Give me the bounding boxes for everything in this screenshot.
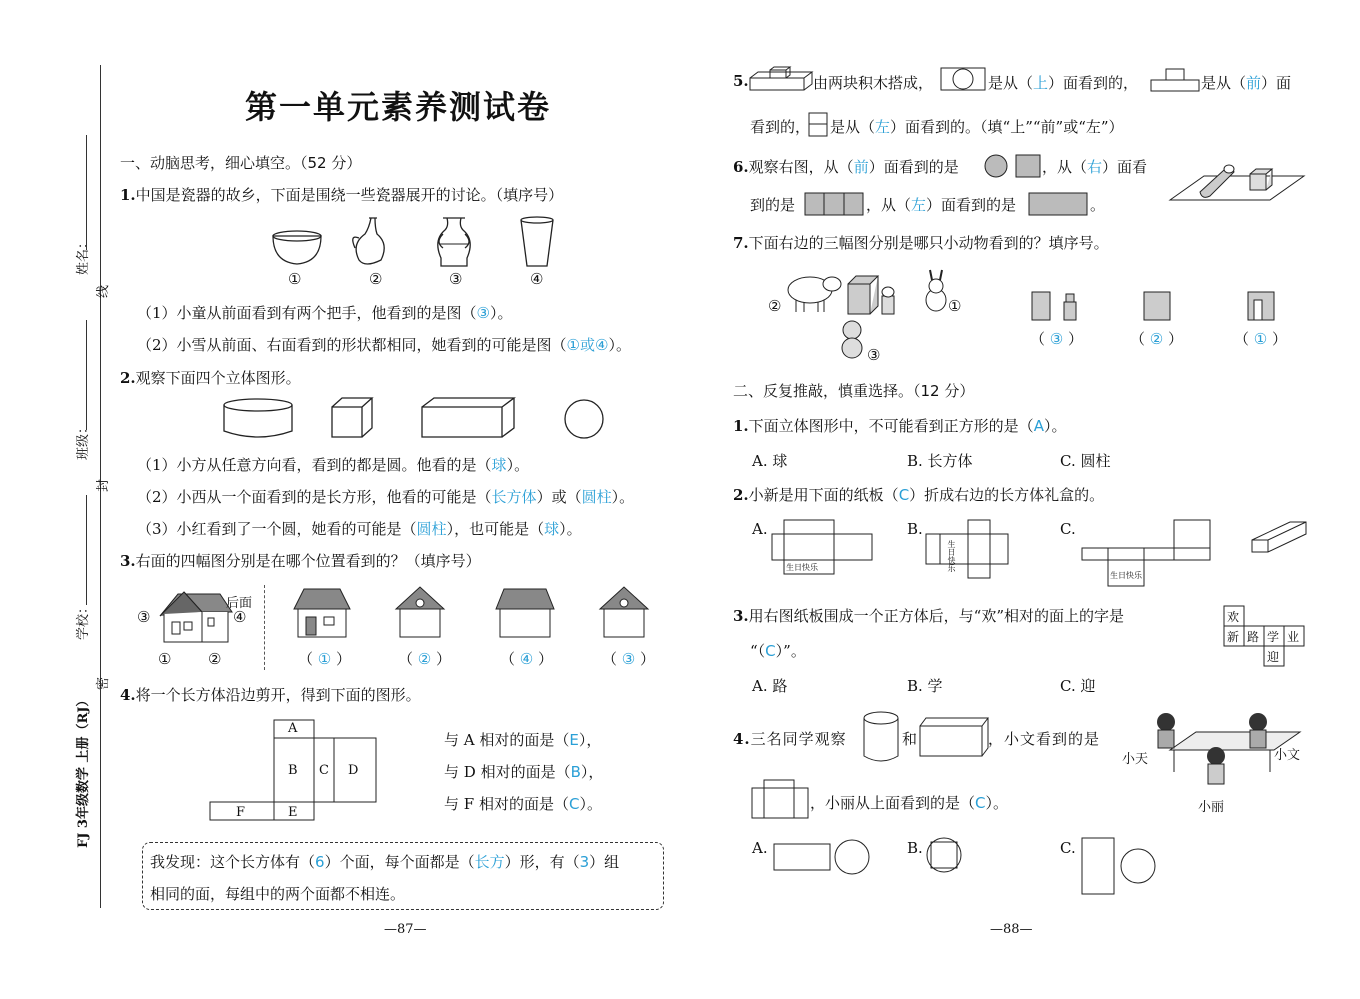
- house-pos-2: ②: [208, 650, 222, 668]
- porcelain-label-4: ④: [530, 270, 544, 288]
- c1-option-a: A. 球: [752, 452, 788, 470]
- net-char-1: 欢: [1227, 610, 1240, 624]
- student-xiaowen: 小文: [1274, 748, 1301, 763]
- q5-text-b: 是从（上）面看到的，: [988, 74, 1139, 92]
- seal-mark: 封: [96, 478, 111, 492]
- c4-option-c-label: C.: [1060, 839, 1076, 857]
- q3-answer-3: （ ④ ）: [500, 650, 554, 668]
- answer-q1-1: ③: [476, 304, 490, 322]
- q6-line1: 6.观察右图，从（前）面看到的是: [733, 158, 959, 176]
- q7-answer-1: （ ③ ）: [1030, 330, 1084, 348]
- page-number-right: —88—: [990, 922, 1033, 937]
- c1-prompt: 1.下面立体图形中，不可能看到正方形的是（A）。: [733, 417, 1067, 435]
- q3-prompt: 3.右面的四幅图分别是在哪个位置看到的？（填序号）: [120, 552, 481, 570]
- class-label: 班级：: [76, 420, 91, 460]
- c4-option-b-label: B.: [907, 839, 923, 857]
- answer-q1-2: ①或④: [566, 336, 609, 354]
- q5-blocks: [748, 66, 814, 94]
- q5-text-d: 是从（前）面: [1201, 74, 1292, 92]
- c2-net-b: [924, 518, 1010, 580]
- student-xiaotian: 小天: [1122, 752, 1149, 767]
- net-char-3: 路: [1247, 630, 1260, 644]
- c1-option-b: B. 长方体: [907, 452, 973, 470]
- c3-option-a: A. 路: [752, 677, 788, 695]
- c4-xiaowen-view: [750, 778, 810, 820]
- name-blank: [86, 135, 87, 250]
- q6-line2c: 。: [1090, 196, 1106, 214]
- c2-option-b-label: B.: [907, 520, 923, 538]
- animal-label-2: ②: [768, 297, 782, 315]
- c4-cylinder: [862, 710, 902, 766]
- section-1-heading: 一、动脑思考，细心填空。（52 分）: [120, 154, 362, 172]
- c4-option-b: [926, 836, 966, 876]
- q7-sheep: [782, 270, 844, 314]
- net-char-4: 学: [1267, 630, 1280, 644]
- page-title: 第一单元素养测试卷: [245, 88, 552, 126]
- secret-mark: 密: [96, 676, 111, 690]
- porcelain-label-1: ①: [288, 270, 302, 288]
- c2-stamp-b: 生日快乐: [947, 540, 956, 572]
- c3-prompt: 3.用右图纸板围成一个正方体后，与“欢”相对的面上的字是: [733, 607, 1125, 625]
- c4-prompt-b: ，小文看到的是: [988, 730, 1101, 748]
- q5-left-view: [808, 112, 828, 138]
- c2-stamp-a: 生日快乐: [786, 563, 818, 572]
- house-pos-1: ①: [158, 650, 172, 668]
- net-face-f: F: [236, 805, 246, 820]
- net-face-d: D: [348, 763, 359, 778]
- school-label: 学校：: [76, 600, 91, 640]
- net-face-a: A: [288, 721, 298, 736]
- c3-option-c: C. 迎: [1060, 677, 1096, 695]
- q1-prompt: [120, 184, 563, 205]
- porcelain-label-3: ③: [449, 270, 463, 288]
- porcelain-figures: [265, 212, 565, 272]
- section-2-heading: 二、反复推敲，慎重选择。（12 分）: [733, 382, 975, 400]
- q3-answer-4: （ ③ ）: [602, 650, 656, 668]
- q4-line1: 与 A 相对的面是（E），: [444, 731, 602, 749]
- q2-prompt: 2.观察下面四个立体图形。: [120, 369, 301, 387]
- c2-gift-box: [1250, 518, 1308, 556]
- q1-text: 中国是瓷器的故乡，下面是围绕一些瓷器展开的讨论。（填序号）: [135, 186, 564, 204]
- c2-stamp-c: 生日快乐: [1110, 571, 1142, 580]
- discovery-line1: 我发现：这个长方体有（6）个面，每个面都是（长方）形，有（3）组: [150, 853, 620, 871]
- q6-line2a: 到的是: [750, 196, 796, 214]
- page-number-left: —87—: [384, 922, 427, 937]
- q5-front-view: [1150, 68, 1200, 92]
- q5-text-f: 看到的，: [750, 118, 811, 136]
- q7-bear: [838, 318, 868, 360]
- porcelain-label-2: ②: [369, 270, 383, 288]
- q1-number: 1.: [120, 186, 136, 204]
- q5-number: 5.: [733, 72, 749, 90]
- c1-option-c: C. 圆柱: [1060, 452, 1111, 470]
- house-back-label: 后面: [226, 596, 253, 611]
- q5-text-a: 由两块积木搭成，: [813, 74, 934, 92]
- class-blank: [86, 320, 87, 430]
- q6-line1b: ，从（右）面看: [1042, 158, 1148, 176]
- c2-option-c-label: C.: [1060, 520, 1076, 538]
- c3-prompt-line2: “（C）”。: [750, 642, 806, 660]
- house-pos-3: ③: [137, 608, 151, 626]
- q2-part3: （3）小红看到了一个圆，她看的可能是（圆柱），也可能是（球）。: [137, 520, 582, 538]
- house-pos-4: ④: [233, 608, 247, 626]
- q2-part1: （1）小方从任意方向看，看到的都是圆。他看的是（球）。: [137, 456, 530, 474]
- solid-shapes: [222, 397, 612, 441]
- q4-line3: 与 F 相对的面是（C）。: [444, 795, 602, 813]
- q6-line2b: ，从（左）面看到的是: [866, 196, 1017, 214]
- q6-scene: [1168, 162, 1308, 204]
- net-face-c: C: [319, 763, 329, 778]
- q2-part2: （2）小西从一个面看到的是长方形，他看的可能是（长方体）或（圆柱）。: [137, 488, 635, 506]
- q7-blocks: [846, 272, 900, 316]
- q3-divider: [264, 585, 265, 670]
- c4-prompt-c: ，小丽从上面看到的是（C）。: [810, 794, 1009, 812]
- q7-prompt: 7.下面右边的三幅图分别是哪只小动物看到的？填序号。: [733, 234, 1109, 252]
- net-face-b: B: [288, 763, 298, 778]
- c2-prompt: 2.小新是用下面的纸板（C）折成右边的长方体礼盒的。: [733, 486, 1105, 504]
- q6-left-view: [1028, 192, 1088, 216]
- q7-answer-3: （ ① ）: [1234, 330, 1288, 348]
- animal-label-3: ③: [867, 346, 881, 364]
- q1-part2: （2）小雪从前面、右面看到的形状都相同，她看到的可能是图（①或④）。: [137, 336, 631, 354]
- q6-front-views: [984, 153, 1042, 179]
- c4-and: 和: [902, 730, 918, 748]
- c3-option-b: B. 学: [907, 677, 943, 695]
- net-face-e: E: [288, 805, 298, 820]
- q5-top-view: [940, 67, 986, 91]
- name-label: 姓名：: [76, 235, 91, 275]
- q4-line2: 与 D 相对的面是（B），: [444, 763, 604, 781]
- c4-option-a: [772, 836, 872, 876]
- animal-label-1: ①: [948, 297, 962, 315]
- q3-answer-1: （ ① ）: [298, 650, 352, 668]
- line-mark: 线: [96, 284, 111, 298]
- net-char-5: 业: [1287, 630, 1300, 644]
- discovery-line2: 相同的面，每组中的两个面都不相连。: [150, 885, 406, 903]
- q7-answer-2: （ ② ）: [1130, 330, 1184, 348]
- c2-option-a-label: A.: [752, 520, 768, 538]
- q6-right-view: [804, 192, 864, 216]
- c4-option-a-label: A.: [752, 839, 768, 857]
- net-char-2: 新: [1227, 630, 1240, 644]
- q5-text-g: 是从（左）面看到的。（填“上”“前”或“左”）: [830, 118, 1124, 136]
- q3-answer-2: （ ② ）: [398, 650, 452, 668]
- net-char-6: 迎: [1267, 650, 1280, 664]
- c4-option-c: [1080, 836, 1160, 898]
- q1-part1: （1）小童从前面看到有两个把手，他看到的是图（③）。: [137, 304, 513, 322]
- q4-prompt: 4.将一个长方体沿边剪开，得到下面的图形。: [120, 686, 421, 704]
- house-views: [292, 585, 662, 641]
- book-label: FJ 3年级数学 上册（RJ）: [76, 693, 91, 848]
- student-xiaoli: 小丽: [1198, 800, 1225, 815]
- c4-prompt: 4.三名同学观察: [733, 730, 847, 748]
- school-blank: [86, 495, 87, 605]
- c4-cuboid: [918, 716, 990, 758]
- q7-views: [1030, 290, 1280, 322]
- c2-net-c: [1080, 518, 1212, 588]
